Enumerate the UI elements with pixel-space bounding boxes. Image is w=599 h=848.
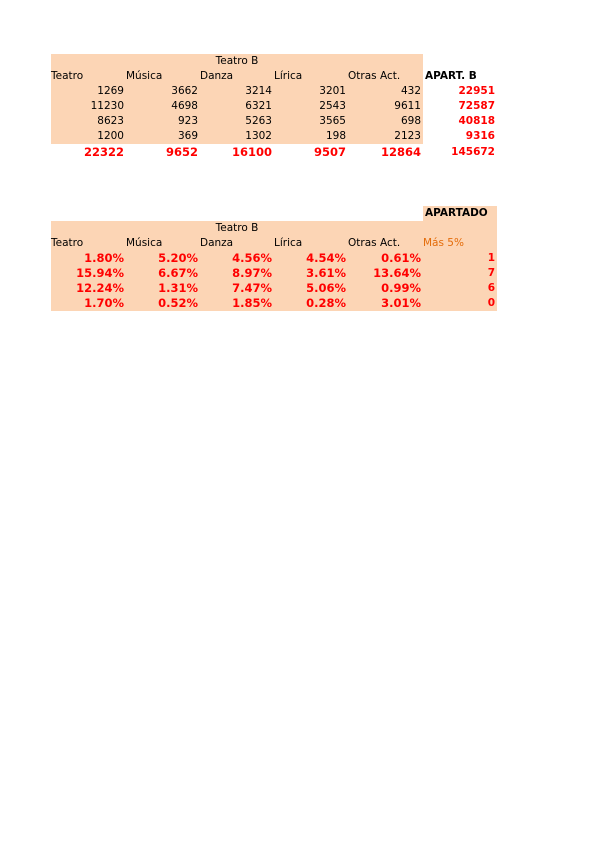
apartado-title: APARTADO bbox=[423, 206, 497, 221]
pct-cell: 1.85% bbox=[200, 296, 274, 311]
count-cell: 0 bbox=[423, 296, 497, 311]
col-header: Danza bbox=[200, 69, 274, 84]
column-sum: 22322 bbox=[83, 145, 124, 159]
col-header: Música bbox=[126, 236, 200, 251]
col-header: Otras Act. bbox=[348, 236, 423, 251]
value-cell: 1269 bbox=[51, 84, 126, 99]
value-cell: 2123 bbox=[348, 129, 423, 144]
pct-cell: 4.54% bbox=[274, 251, 348, 266]
pct-cell: 0.28% bbox=[274, 296, 348, 311]
table-row bbox=[51, 114, 497, 129]
more-5-header: Más 5% bbox=[423, 236, 497, 251]
total-header: APART. B bbox=[425, 70, 477, 82]
pct-cell: 0.52% bbox=[126, 296, 200, 311]
value-cell: 3662 bbox=[126, 84, 200, 99]
group-header-row bbox=[51, 221, 497, 236]
pct-cell: 8.97% bbox=[200, 266, 274, 281]
pct-cell: 1.70% bbox=[51, 296, 126, 311]
count-cell: 7 bbox=[423, 266, 497, 281]
value-cell: 3214 bbox=[200, 84, 274, 99]
table-row bbox=[51, 84, 497, 99]
row-total: 22951 bbox=[458, 85, 495, 97]
summary-table bbox=[51, 54, 497, 161]
table-row bbox=[51, 251, 497, 266]
count-cell: 1 bbox=[423, 251, 497, 266]
value-cell: 1302 bbox=[200, 129, 274, 144]
pct-cell: 7.47% bbox=[200, 281, 274, 296]
pct-cell: 15.94% bbox=[51, 266, 126, 281]
col-header: Otras Act. bbox=[348, 69, 423, 84]
column-header-row bbox=[51, 236, 497, 251]
value-cell: 432 bbox=[348, 84, 423, 99]
value-cell: 9611 bbox=[348, 99, 423, 114]
table-row bbox=[51, 296, 497, 311]
pct-cell: 1.31% bbox=[126, 281, 200, 296]
row-total: 40818 bbox=[458, 115, 495, 127]
row-total: 9316 bbox=[465, 130, 495, 142]
grand-total: 145672 bbox=[451, 146, 495, 158]
table-row bbox=[51, 129, 497, 144]
value-cell: 2543 bbox=[274, 99, 348, 114]
pct-cell: 0.61% bbox=[348, 251, 423, 266]
value-cell: 369 bbox=[126, 129, 200, 144]
value-cell: 5263 bbox=[200, 114, 274, 129]
value-cell: 198 bbox=[274, 129, 348, 144]
group-header: Teatro B bbox=[215, 222, 259, 234]
value-cell: 11230 bbox=[51, 99, 126, 114]
column-sum: 9652 bbox=[165, 145, 198, 159]
pct-cell: 0.99% bbox=[348, 281, 423, 296]
col-header: Lírica bbox=[274, 69, 348, 84]
pct-cell: 12.24% bbox=[51, 281, 126, 296]
column-sum: 9507 bbox=[313, 145, 346, 159]
pct-cell: 1.80% bbox=[51, 251, 126, 266]
group-header: Teatro B bbox=[215, 55, 259, 67]
value-cell: 3201 bbox=[274, 84, 348, 99]
table-row bbox=[51, 281, 497, 296]
apartado-title-row bbox=[51, 206, 497, 221]
col-header: Teatro bbox=[51, 69, 126, 84]
col-header: Teatro bbox=[51, 236, 126, 251]
group-header-row bbox=[51, 54, 497, 69]
value-cell: 6321 bbox=[200, 99, 274, 114]
pct-cell: 3.61% bbox=[274, 266, 348, 281]
pct-cell: 6.67% bbox=[126, 266, 200, 281]
value-cell: 3565 bbox=[274, 114, 348, 129]
pct-cell: 13.64% bbox=[348, 266, 423, 281]
percentage-table bbox=[51, 206, 497, 316]
column-header-row bbox=[51, 69, 497, 84]
value-cell: 4698 bbox=[126, 99, 200, 114]
header-fill bbox=[51, 221, 497, 236]
value-cell: 8623 bbox=[51, 114, 126, 129]
pct-cell: 5.06% bbox=[274, 281, 348, 296]
table-row bbox=[51, 99, 497, 114]
table-row bbox=[51, 266, 497, 281]
column-sum: 12864 bbox=[380, 145, 421, 159]
value-cell: 698 bbox=[348, 114, 423, 129]
pct-cell: 3.01% bbox=[348, 296, 423, 311]
col-header: Música bbox=[126, 69, 200, 84]
col-header: Danza bbox=[200, 236, 274, 251]
value-cell: 1200 bbox=[51, 129, 126, 144]
column-sum: 16100 bbox=[231, 145, 272, 159]
col-header: Lírica bbox=[274, 236, 348, 251]
pct-cell: 5.20% bbox=[126, 251, 200, 266]
value-cell: 923 bbox=[126, 114, 200, 129]
sums-row bbox=[51, 145, 497, 160]
row-total: 72587 bbox=[458, 100, 495, 112]
pct-cell: 4.56% bbox=[200, 251, 274, 266]
count-cell: 6 bbox=[423, 281, 497, 296]
